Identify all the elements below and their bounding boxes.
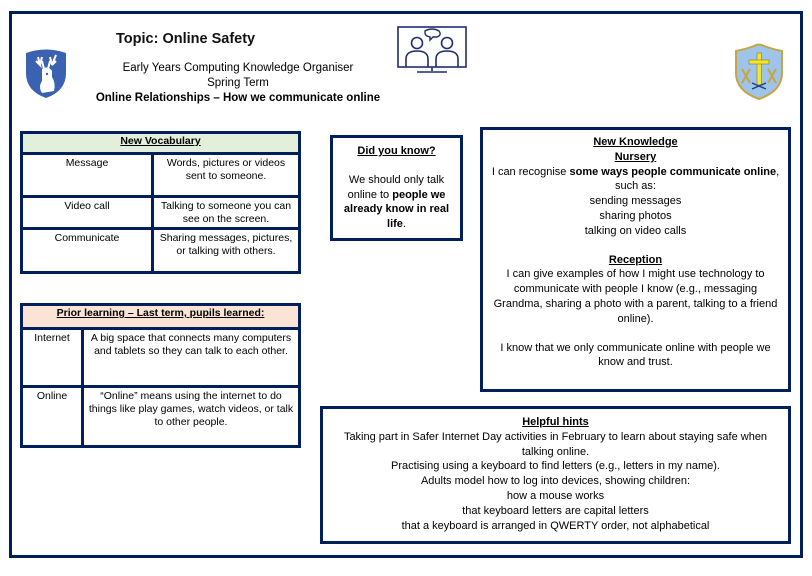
nursery-intro-bold: some ways people communicate online	[569, 165, 777, 178]
table-row	[22, 229, 300, 273]
hint-line: Practising using a keyboard to find letters (e.g., letters in my name).	[391, 460, 720, 473]
prior-definition: “Online” means using the internet to do things like play games, watch videos, or talk to other people.	[83, 387, 300, 447]
reception-text-2: I know that we only communicate online with people we know and trust.	[500, 341, 771, 369]
vocab-term: Communicate	[22, 229, 153, 273]
nursery-item: talking on video calls	[584, 224, 687, 237]
new-knowledge-title: New Knowledge	[593, 136, 678, 148]
hint-line: how a mouse works	[506, 489, 605, 502]
nursery-intro-end: ,	[776, 165, 780, 178]
table-row	[22, 387, 300, 447]
helpful-hints-box	[320, 406, 791, 544]
prior-learning-table	[20, 303, 301, 448]
did-you-know-text-start: We should only talk online to	[347, 173, 445, 201]
did-you-know-title: Did you know?	[357, 145, 436, 157]
prior-definition: A big space that connects many computers and tablets so they can talk to each other.	[83, 329, 300, 387]
church-crest-cross-icon	[732, 43, 786, 101]
vocab-definition: Sharing messages, pictures, or talking with others.	[153, 229, 300, 273]
table-row	[22, 197, 300, 229]
did-you-know-box	[330, 135, 463, 241]
reception-heading: Reception	[608, 253, 663, 266]
table-row	[22, 329, 300, 387]
nursery-item: sending messages	[589, 195, 682, 208]
did-you-know-text-bold: people we already know in real life	[343, 188, 450, 231]
nursery-heading: Nursery	[614, 150, 657, 163]
vocab-definition: Words, pictures or videos sent to someone.	[153, 154, 300, 197]
school-crest-stag-icon	[22, 47, 70, 99]
hint-line: Taking part in Safer Internet Day activities in February to learn about staying safe when talking online.	[343, 430, 768, 458]
helpful-hints-title: Helpful hints	[522, 416, 589, 428]
video-call-people-icon	[397, 26, 467, 74]
vocabulary-title: New Vocabulary	[22, 133, 300, 154]
hint-line: that a keyboard is arranged in QWERTY order, not alphabetical	[401, 519, 710, 532]
new-knowledge-box	[480, 127, 791, 392]
reception-text-1: I can give examples of how I might use technology to communicate with people I know (e.g., messaging Grandma, sharing a photo with a parent, talking to a friend online).	[493, 268, 778, 325]
hint-line: that keyboard letters are capital letters	[462, 504, 649, 517]
page-title: Topic: Online Safety	[116, 31, 256, 47]
did-you-know-text	[333, 173, 460, 232]
subtitle-organiser: Early Years Computing Knowledge Organiser	[122, 62, 354, 74]
vocabulary-table	[20, 131, 301, 274]
subtitle-unit: Online Relationships – How we communicate online	[95, 92, 381, 104]
vocab-term: Video call	[22, 197, 153, 229]
nursery-intro	[483, 165, 788, 180]
prior-term: Online	[22, 387, 83, 447]
vocab-definition: Talking to someone you can see on the screen.	[153, 197, 300, 229]
subtitle-term: Spring Term	[207, 77, 269, 89]
table-row	[22, 154, 300, 197]
vocab-term: Message	[22, 154, 153, 197]
did-you-know-text-end: .	[402, 218, 406, 231]
nursery-intro-start: I can recognise	[491, 165, 570, 178]
nursery-such-as: such as:	[615, 180, 656, 193]
hint-line: Adults model how to log into devices, showing children:	[420, 475, 691, 488]
prior-learning-title: Prior learning – Last term, pupils learned:	[22, 305, 300, 329]
prior-term: Internet	[22, 329, 83, 387]
nursery-item: sharing photos	[599, 209, 672, 222]
page-subtitle	[92, 61, 384, 106]
